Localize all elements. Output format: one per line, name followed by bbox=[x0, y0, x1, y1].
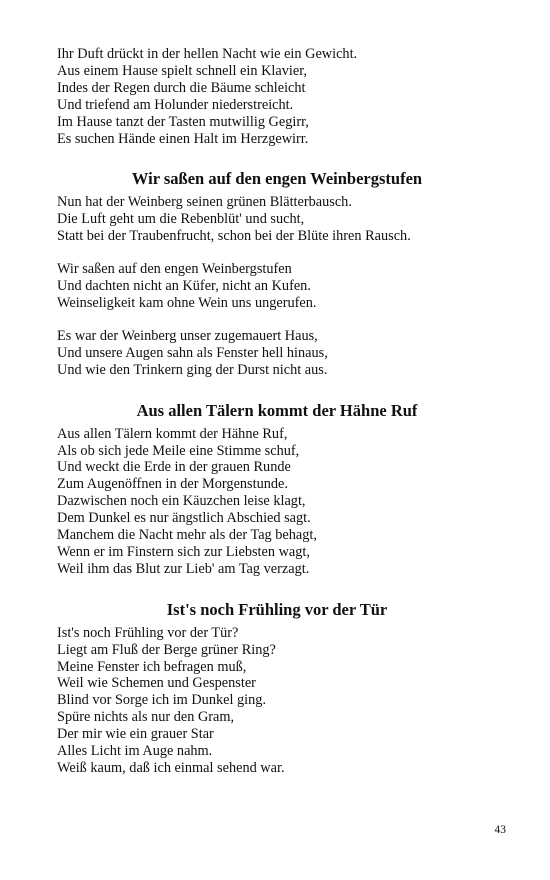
verse-line: Spüre nichts als nur den Gram, bbox=[57, 709, 235, 726]
verse-line: Weinseligkeit kam ohne Wein uns ungerufen. bbox=[57, 294, 317, 311]
poem bbox=[57, 401, 497, 578]
verse-line: Nun hat der Weinberg seinen grünen Blätterbausch. bbox=[57, 194, 352, 211]
verse-line: Weil wie Schemen und Gespenster bbox=[57, 675, 256, 692]
verse-line: Es war der Weinberg unser zugemauert Haus, bbox=[57, 327, 318, 344]
verse-line: Alles Licht im Auge nahm. bbox=[57, 743, 213, 760]
poem-title: Ist's noch Frühling vor der Tür bbox=[166, 599, 388, 619]
stanza bbox=[57, 328, 497, 379]
poem-title: Aus allen Tälern kommt der Hähne Ruf bbox=[136, 400, 418, 420]
verse-line: Zum Augenöffnen in der Morgenstunde. bbox=[57, 476, 288, 493]
page-content bbox=[57, 46, 497, 777]
verse-line: Ihr Duft drückt in der hellen Nacht wie ein Gewicht. bbox=[57, 46, 358, 62]
verse-line: Dem Dunkel es nur ängstlich Abschied sagt. bbox=[57, 510, 311, 527]
verse-line: Und dachten nicht an Küfer, nicht an Kufen. bbox=[57, 278, 311, 295]
verse-line: Und triefend am Holunder niederstreicht. bbox=[57, 96, 294, 113]
verse-line: Im Hause tanzt der Tasten mutwillig Gegirr, bbox=[57, 113, 309, 130]
verse-line: Und weckt die Erde in der grauen Runde bbox=[57, 459, 291, 476]
poem bbox=[57, 600, 497, 777]
verse-line: Wir saßen auf den engen Weinbergstufen bbox=[57, 261, 292, 278]
stanza bbox=[57, 261, 497, 312]
verse-line: Ist's noch Frühling vor der Tür? bbox=[57, 624, 239, 641]
verse-line: Manchem die Nacht mehr als der Tag behagt, bbox=[57, 527, 317, 544]
verse-line: Indes der Regen durch die Bäume schleicht bbox=[57, 79, 306, 96]
verse-line: Und unsere Augen sahn als Fenster hell hinaus, bbox=[57, 344, 328, 361]
poem-title: Wir saßen auf den engen Weinbergstufen bbox=[131, 169, 423, 189]
verse-line: Weiß kaum, daß ich einmal sehend war. bbox=[57, 760, 285, 776]
poem-continuation bbox=[57, 46, 497, 147]
verse-line: Aus allen Tälern kommt der Hähne Ruf, bbox=[57, 425, 288, 442]
stanza bbox=[57, 426, 497, 578]
verse-line: Der mir wie ein grauer Star bbox=[57, 726, 214, 743]
verse-line: Wenn er im Finstern sich zur Liebsten wagt, bbox=[57, 543, 310, 560]
verse-line: Meine Fenster ich befragen muß, bbox=[57, 658, 247, 675]
verse-line: Dazwischen noch ein Käuzchen leise klagt, bbox=[57, 493, 306, 510]
verse-line: Statt bei der Traubenfrucht, schon bei der Blüte ihren Rausch. bbox=[57, 228, 411, 245]
verse-line: Blind vor Sorge ich im Dunkel ging. bbox=[57, 692, 267, 709]
page-number: 43 bbox=[494, 824, 506, 836]
verse-line: Liegt am Fluß der Berge grüner Ring? bbox=[57, 641, 276, 658]
verse-line: Als ob sich jede Meile eine Stimme schuf, bbox=[57, 442, 300, 459]
stanza bbox=[57, 194, 497, 245]
verse-line: Aus einem Hause spielt schnell ein Klavier, bbox=[57, 62, 307, 79]
poem bbox=[57, 169, 497, 378]
verse-line: Weil ihm das Blut zur Lieb' am Tag verzagt. bbox=[57, 560, 310, 577]
stanza bbox=[57, 625, 497, 777]
verse-line: Es suchen Hände einen Halt im Herzgewirr. bbox=[57, 130, 309, 147]
verse-line: Die Luft geht um die Rebenblüt' und sucht, bbox=[57, 211, 305, 228]
verse-line: Und wie den Trinkern ging der Durst nicht aus. bbox=[57, 361, 328, 378]
stanza bbox=[57, 46, 497, 147]
